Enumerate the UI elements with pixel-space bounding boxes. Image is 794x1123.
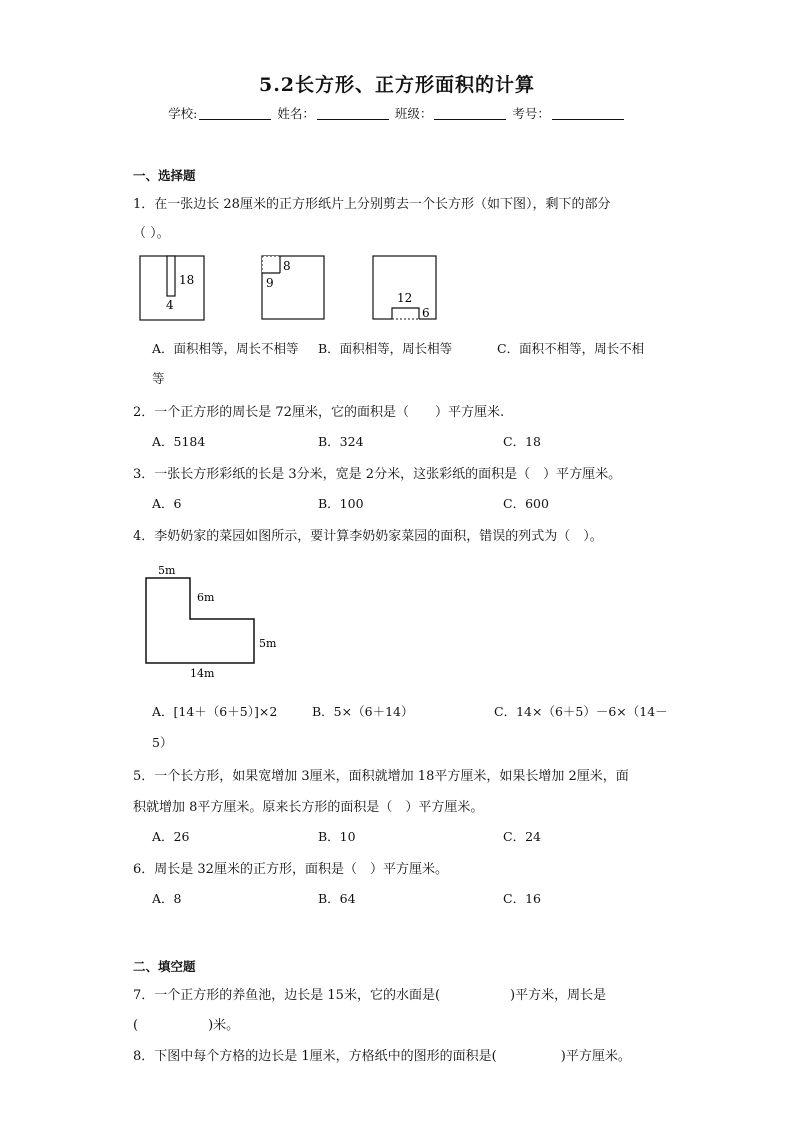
q1-fig2-label-8: 8	[283, 259, 291, 273]
q4-text: 4．李奶奶家的菜园如图所示，要计算李奶奶家菜园的面积，错误的列式为（ ）。	[133, 529, 603, 544]
q7-text2-b: )米。	[208, 1018, 240, 1033]
q2-option-c[interactable]: C．18	[503, 434, 541, 449]
section-title-fill: 二、填空题	[133, 959, 196, 974]
school-label: 学校:	[168, 106, 198, 121]
q1-option-c[interactable]: C．面积不相等，周长不相	[497, 341, 645, 356]
school-blank[interactable]	[199, 107, 271, 120]
q3-option-c[interactable]: C．600	[503, 496, 549, 511]
q3-text: 3．一张长方形彩纸的长是 3分米，宽是 2分米，这张彩纸的面积是（ ）平方厘米。	[133, 467, 622, 482]
q7-text2-a: (	[133, 1018, 139, 1033]
q2-option-a[interactable]: A．5184	[152, 434, 206, 449]
student-info-line	[0, 104, 794, 122]
name-label: 姓名：	[277, 106, 315, 121]
q1-text: 1．在一张边长 28厘米的正方形纸片上分别剪去一个长方形（如下图），剩下的部分	[133, 197, 611, 212]
q6-option-a[interactable]: A．8	[152, 891, 182, 906]
q8-text	[133, 1045, 631, 1064]
q6-option-c[interactable]: C．16	[503, 891, 541, 906]
number-blank[interactable]	[552, 107, 624, 120]
section-title-choice: 一、选择题	[133, 168, 196, 183]
q4-garden-figure	[140, 560, 290, 682]
q8-text-b: )平方厘米。	[560, 1049, 631, 1064]
q1-fig2-label-9: 9	[266, 276, 274, 290]
q7-text-a: 7．一个正方形的养鱼池，边长是 15米，它的水面是(	[133, 988, 441, 1003]
q4-label-mid: 6m	[197, 591, 215, 604]
q1-text-cont: （ ）。	[133, 226, 170, 241]
class-label: 班级：	[394, 106, 433, 121]
q4-option-c[interactable]: C．14×（6＋5）－6×（14－	[494, 704, 668, 719]
q5-text: 5．一个长方形，如果宽增加 3厘米，面积就增加 18平方厘米，如果长增加 2厘米，面	[133, 769, 629, 784]
q2-option-b[interactable]: B．324	[318, 434, 364, 449]
name-blank[interactable]	[317, 107, 389, 120]
number-label: 考号：	[512, 106, 550, 121]
q1-option-c-cont: 等	[152, 371, 165, 386]
q3-option-b[interactable]: B．100	[318, 496, 364, 511]
q7-text	[133, 984, 606, 1003]
q1-option-b[interactable]: B．面积相等，周长相等	[318, 341, 453, 356]
page-title: 5.2长方形、正方形面积的计算	[258, 74, 536, 96]
q4-label-right: 5m	[259, 637, 277, 650]
q3-option-a[interactable]: A．6	[152, 496, 182, 511]
q4-option-a[interactable]: A．[14＋（6＋5）]×2	[152, 704, 278, 719]
q4-option-b[interactable]: B．5×（6＋14）	[312, 704, 414, 719]
q5-option-c[interactable]: C．24	[503, 829, 541, 844]
q1-figure-1	[140, 256, 204, 320]
class-blank[interactable]	[434, 107, 506, 120]
q5-option-b[interactable]: B．10	[318, 829, 356, 844]
q5-text-cont: 积就增加 8平方厘米。原来长方形的面积是（ ）平方厘米。	[133, 800, 484, 815]
q1-figure-3	[373, 256, 436, 320]
q6-text: 6．周长是 32厘米的正方形，面积是（ ）平方厘米。	[133, 862, 448, 877]
q7-text-b: )平方米，周长是	[510, 988, 607, 1003]
q1-option-a[interactable]: A．面积相等，周长不相等	[152, 341, 299, 356]
q1-fig3-label-6: 6	[422, 306, 430, 320]
q1-figure-2	[262, 256, 324, 319]
q5-option-a[interactable]: A．26	[152, 829, 190, 844]
q1-fig1-label-18: 18	[179, 273, 195, 287]
q4-option-c-cont: 5）	[152, 735, 173, 750]
q1-figures	[135, 250, 455, 325]
q1-fig3-label-12: 12	[397, 291, 413, 305]
q4-label-top: 5m	[158, 564, 176, 577]
q6-option-b[interactable]: B．64	[318, 891, 356, 906]
q4-label-bottom: 14m	[190, 667, 215, 680]
q1-fig1-label-4: 4	[166, 298, 174, 312]
q8-text-a: 8．下图中每个方格的边长是 1厘米，方格纸中的图形的面积是(	[133, 1049, 497, 1064]
q2-text: 2．一个正方形的周长是 72厘米，它的面积是（ ）平方厘米.	[133, 405, 505, 420]
q7-text-cont	[133, 1014, 239, 1033]
